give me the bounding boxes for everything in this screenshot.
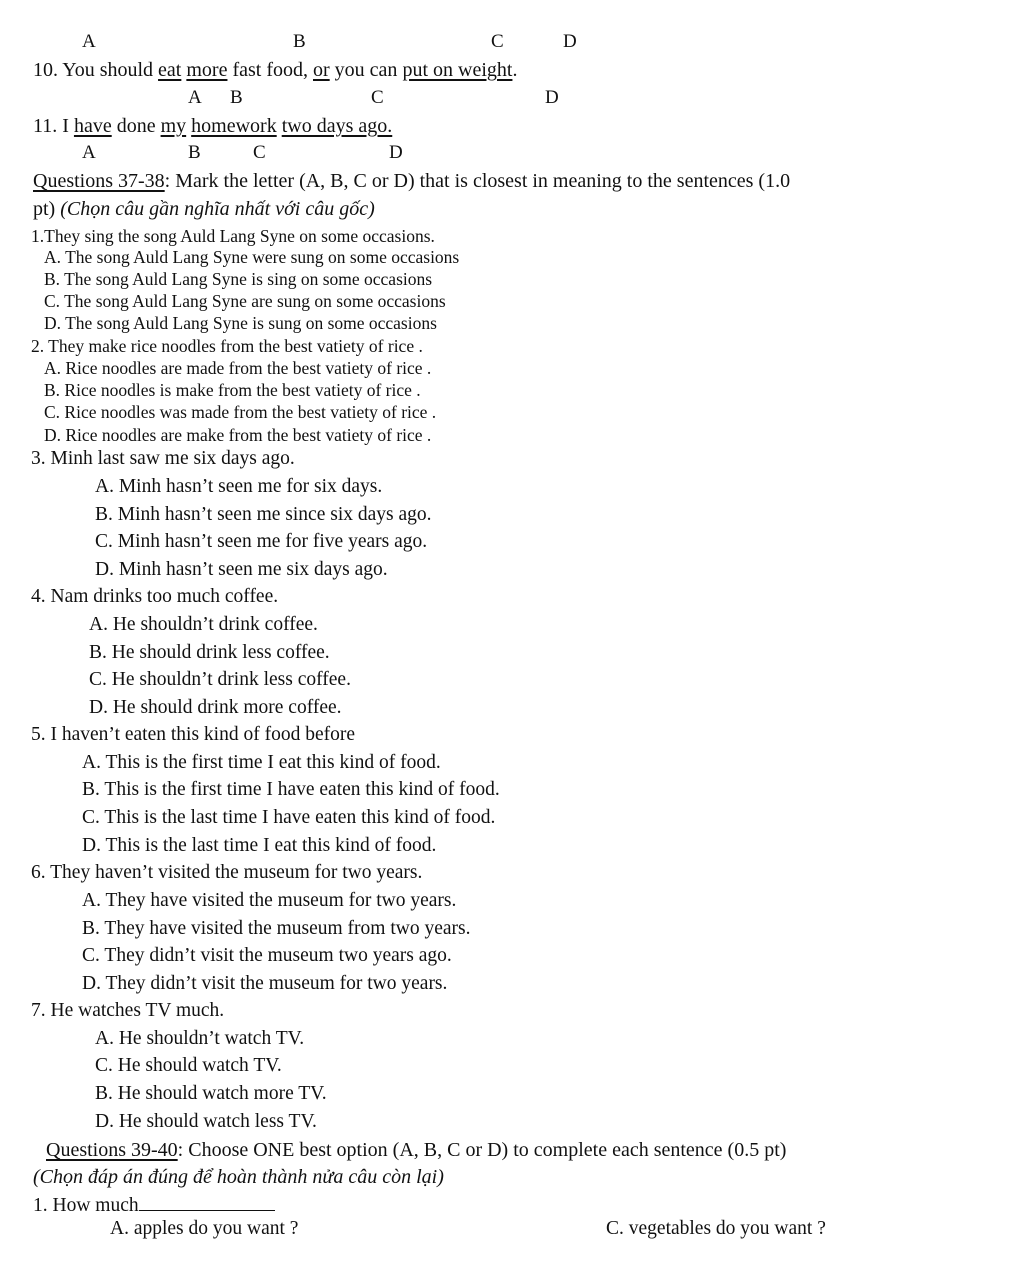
- sentence-part: I: [62, 115, 69, 137]
- underlined-part-c: or: [313, 59, 330, 81]
- answer-blank[interactable]: [139, 1194, 275, 1211]
- answer-option[interactable]: B. This is the first time I have eaten this kind of food.: [82, 779, 500, 800]
- underlined-part-b: my: [160, 115, 187, 137]
- letter-d: D: [389, 142, 403, 163]
- section-title: Questions 39-40: [46, 1139, 178, 1161]
- sentence-part: fast food,: [232, 59, 308, 81]
- answer-option[interactable]: C. vegetables do you want ?: [606, 1218, 826, 1239]
- underlined-part-d: put on weight: [402, 59, 513, 81]
- answer-option[interactable]: C. Minh hasn’t seen me for five years ago.: [95, 531, 428, 552]
- answer-option[interactable]: B. He should drink less coffee.: [89, 642, 330, 663]
- section-vietnamese-note: (Chọn đáp án đúng để hoàn thành nửa câu còn lại): [33, 1166, 444, 1188]
- section-instruction-cont: pt): [33, 198, 56, 220]
- section-instruction: : Mark the letter (A, B, C or D) that is closest in meaning to the sentences (1.0: [164, 170, 791, 192]
- answer-option[interactable]: A. apples do you want ?: [110, 1218, 299, 1239]
- answer-option[interactable]: D. Minh hasn’t seen me six days ago.: [95, 559, 388, 580]
- question-stem: 6. They haven’t visited the museum for two years.: [31, 862, 423, 883]
- letter-c: C: [491, 31, 504, 52]
- question-stem: 1. How much: [33, 1195, 139, 1216]
- underlined-part-a: have: [73, 115, 112, 137]
- question-stem: 2. They make rice noodles from the best vatiety of rice .: [31, 336, 423, 356]
- section-instruction: : Choose ONE best option (A, B, C or D) to complete each sentence (0.5 pt): [177, 1139, 787, 1161]
- letter-c: C: [253, 142, 266, 163]
- answer-option[interactable]: A. He shouldn’t watch TV.: [95, 1028, 305, 1049]
- answer-option[interactable]: C. Rice noodles was made from the best vatiety of rice .: [44, 402, 437, 422]
- underlined-part-c: homework: [191, 115, 277, 137]
- sentence-part: done: [116, 115, 156, 137]
- question-how-much: [33, 1194, 275, 1217]
- question-stem: 3. Minh last saw me six days ago.: [31, 448, 295, 469]
- question-stem: 4. Nam drinks too much coffee.: [31, 586, 279, 607]
- underlined-part-d: two days ago.: [281, 115, 393, 137]
- question-number: 11.: [33, 115, 58, 137]
- letter-c: C: [371, 87, 384, 108]
- answer-option[interactable]: A. Rice noodles are made from the best vatiety of rice .: [44, 358, 432, 378]
- question-number: 10.: [33, 59, 58, 81]
- underlined-part-a: eat: [158, 59, 182, 81]
- answer-option[interactable]: D. This is the last time I eat this kind of food.: [82, 835, 437, 856]
- question-stem: 5. I haven’t eaten this kind of food before: [31, 724, 355, 745]
- answer-option[interactable]: A. They have visited the museum for two years.: [82, 890, 457, 911]
- letter-b: B: [293, 31, 306, 52]
- answer-option[interactable]: D. He should watch less TV.: [95, 1111, 317, 1132]
- section-title: Questions 37-38: [33, 170, 165, 192]
- answer-option[interactable]: A. The song Auld Lang Syne were sung on some occasions: [44, 247, 460, 267]
- answer-option[interactable]: D. The song Auld Lang Syne is sung on some occasions: [44, 313, 437, 333]
- letter-d: D: [545, 87, 559, 108]
- section-37-38-header: [33, 170, 790, 192]
- letter-b: B: [230, 87, 243, 108]
- letter-b: B: [188, 142, 201, 163]
- answer-option[interactable]: A. This is the first time I eat this kind of food.: [82, 752, 441, 773]
- answer-option[interactable]: B. The song Auld Lang Syne is sing on some occasions: [44, 269, 433, 289]
- section-37-38-subheader: [33, 198, 375, 220]
- question-11: [33, 115, 392, 137]
- answer-option[interactable]: B. Minh hasn’t seen me since six days ago.: [95, 504, 432, 525]
- letter-d: D: [563, 31, 577, 52]
- letter-a: A: [82, 31, 96, 52]
- section-39-40-header: [46, 1139, 786, 1161]
- sentence-part: you can: [334, 59, 398, 81]
- answer-option[interactable]: C. He should watch TV.: [95, 1055, 282, 1076]
- answer-option[interactable]: B. He should watch more TV.: [95, 1083, 327, 1104]
- sentence-end: .: [512, 59, 518, 81]
- answer-option[interactable]: D. They didn’t visit the museum for two years.: [82, 973, 448, 994]
- answer-option[interactable]: C. He shouldn’t drink less coffee.: [89, 669, 351, 690]
- answer-option[interactable]: C. This is the last time I have eaten this kind of food.: [82, 807, 496, 828]
- letter-a: A: [188, 87, 202, 108]
- answer-option[interactable]: B. They have visited the museum from two years.: [82, 918, 471, 939]
- question-10: [33, 59, 517, 81]
- question-stem: 7. He watches TV much.: [31, 1000, 225, 1021]
- question-stem: 1.They sing the song Auld Lang Syne on some occasions.: [31, 226, 435, 246]
- answer-option[interactable]: C. The song Auld Lang Syne are sung on some occasions: [44, 291, 446, 311]
- answer-option[interactable]: A. He shouldn’t drink coffee.: [89, 614, 318, 635]
- sentence-part: You should: [62, 59, 154, 81]
- letter-a: A: [82, 142, 96, 163]
- answer-option[interactable]: A. Minh hasn’t seen me for six days.: [95, 476, 383, 497]
- answer-option[interactable]: D. Rice noodles are make from the best vatiety of rice .: [44, 425, 432, 445]
- answer-option[interactable]: B. Rice noodles is make from the best vatiety of rice .: [44, 380, 421, 400]
- section-vietnamese-note: (Chọn câu gần nghĩa nhất với câu gốc): [60, 198, 375, 220]
- answer-option[interactable]: C. They didn’t visit the museum two years ago.: [82, 945, 452, 966]
- underlined-part-b: more: [186, 59, 228, 81]
- answer-option[interactable]: D. He should drink more coffee.: [89, 697, 342, 718]
